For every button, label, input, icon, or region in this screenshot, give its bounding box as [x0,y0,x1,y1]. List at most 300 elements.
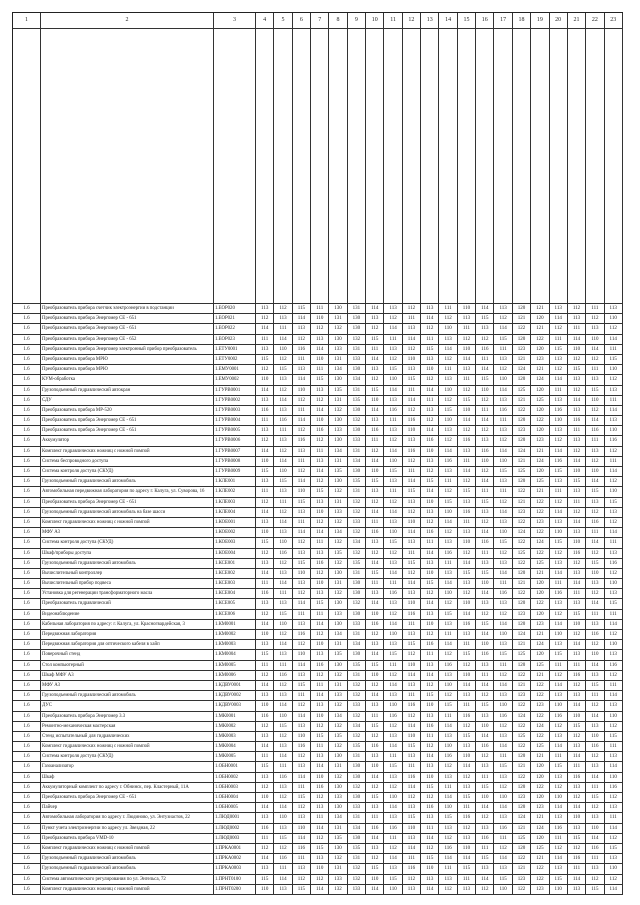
row-value-cell: 113 [439,620,457,630]
row-value-cell: 111 [476,844,494,854]
row-value-cell: 113 [274,650,292,660]
row-value-cell: 131 [329,864,347,874]
row-value-cell: 122 [513,589,531,599]
row-value-cell: 110 [494,528,512,538]
row-code-cell: 1.КСЕ002 [214,569,256,579]
row-value-cell: 110 [421,498,439,508]
row-value-cell: 113 [550,732,568,742]
row-value-cell: 114 [586,345,604,355]
row-value-cell: 112 [586,589,604,599]
row-value-cell: 122 [531,498,549,508]
row-value-cell: 110 [458,671,476,681]
row-value-cell: 111 [586,528,604,538]
row-value-cell: 111 [384,834,402,844]
row-value-cell: 116 [605,436,623,446]
row-value-cell: 116 [476,538,494,548]
row-value-cell: 113 [274,487,292,497]
row-value-cell: 116 [403,447,421,457]
row-value-cell: 113 [476,436,494,446]
row-value-cell: 112 [274,386,292,396]
row-value-cell: 111 [458,518,476,528]
row-value-cell: 112 [605,630,623,640]
row-value-cell: 115 [403,559,421,569]
row-value-cell: 116 [476,345,494,355]
row-value-cell: 114 [494,681,512,691]
row-value-cell: 111 [586,365,604,375]
row-value-cell: 111 [550,661,568,671]
row-value-cell: 112 [311,324,329,334]
row-code-cell: 1.ГУРВ0004 [214,416,256,426]
row-value-cell: 110 [421,365,439,375]
row-value-cell: 122 [531,681,549,691]
row-name-cell: Шкаф/приборы доступа [41,549,214,559]
row-value-cell: 111 [568,589,586,599]
row-value-cell: 124 [531,722,549,732]
row-section-cell: 1.6 [13,304,41,314]
row-value-cell: 113 [568,783,586,793]
row-value-cell: 113 [586,620,604,630]
row-value-cell: 111 [550,752,568,762]
row-value-cell: 115 [384,762,402,772]
row-value-cell: 116 [293,436,311,446]
row-code-cell: 1.ЛЮД0001 [214,813,256,823]
row-value-cell: 111 [311,365,329,375]
row-value-cell: 113 [568,406,586,416]
row-value-cell: 114 [494,447,512,457]
row-value-cell: 110 [366,875,384,885]
row-value-cell: 113 [550,559,568,569]
row-value-cell: 115 [494,538,512,548]
row-value-cell: 134 [329,447,347,457]
row-value-cell: 116 [476,834,494,844]
row-value-cell: 125 [513,549,531,559]
row-value-cell: 131 [348,487,366,497]
row-value-cell: 111 [550,834,568,844]
row-value-cell: 110 [439,589,457,599]
row-code-cell: 1.КОЕ003 [214,538,256,548]
row-value-cell: 113 [384,345,402,355]
row-value-cell: 122 [513,742,531,752]
row-value-cell: 115 [605,498,623,508]
row-value-cell: 113 [274,569,292,579]
row-value-cell: 111 [274,661,292,671]
row-value-cell: 110 [421,620,439,630]
row-value-cell: 110 [550,528,568,538]
row-name-cell: Передвижная лаборатория для оптического кабеля в хайп [41,640,214,650]
row-value-cell: 113 [476,762,494,772]
row-value-cell: 134 [329,712,347,722]
row-value-cell: 120 [513,436,531,446]
row-value-cell: 130 [348,589,366,599]
row-value-cell: 113 [293,508,311,518]
row-value-cell: 113 [421,661,439,671]
row-value-cell: 130 [348,406,366,416]
row-value-cell: 114 [274,518,292,528]
row-value-cell: 114 [550,569,568,579]
row-section-cell: 1.6 [13,549,41,559]
row-value-cell: 113 [293,671,311,681]
row-value-cell: 132 [329,518,347,528]
row-value-cell: 111 [256,335,274,345]
row-value-cell: 110 [568,467,586,477]
row-value-cell: 114 [366,457,384,467]
row-section-cell: 1.6 [13,773,41,783]
row-value-cell: 115 [311,487,329,497]
header-title-cell-9 [348,29,366,304]
row-value-cell: 112 [421,518,439,528]
row-value-cell: 114 [293,661,311,671]
row-value-cell: 135 [348,661,366,671]
row-value-cell: 123 [513,610,531,620]
row-value-cell: 113 [274,824,292,834]
row-section-cell: 1.6 [13,487,41,497]
row-value-cell: 113 [568,314,586,324]
row-value-cell: 111 [586,610,604,620]
row-value-cell: 114 [421,487,439,497]
row-value-cell: 110 [403,426,421,436]
row-section-cell: 1.6 [13,640,41,650]
row-section-cell: 1.6 [13,752,41,762]
row-value-cell: 112 [403,304,421,314]
row-value-cell: 116 [494,712,512,722]
row-value-cell: 114 [293,477,311,487]
row-value-cell: 113 [439,824,457,834]
row-value-cell: 114 [586,538,604,548]
row-value-cell: 124 [513,813,531,823]
row-value-cell: 115 [476,701,494,711]
row-name-cell: Система автоматического регулирования по ул. Энгельса, 72 [41,875,214,885]
row-value-cell: 112 [458,426,476,436]
row-value-cell: 112 [256,671,274,681]
row-value-cell: 112 [256,783,274,793]
row-value-cell: 121 [513,457,531,467]
row-value-cell: 115 [311,375,329,385]
row-value-cell: 116 [586,844,604,854]
row-value-cell: 124 [513,447,531,457]
row-value-cell: 115 [586,386,604,396]
row-value-cell: 113 [403,365,421,375]
column-number-6: 6 [293,13,311,29]
row-value-cell: 113 [274,406,292,416]
row-value-cell: 114 [439,722,457,732]
row-value-cell: 120 [513,569,531,579]
row-value-cell: 132 [348,335,366,345]
row-value-cell: 111 [439,630,457,640]
row-value-cell: 112 [605,834,623,844]
row-value-cell: 125 [513,386,531,396]
row-value-cell: 115 [605,732,623,742]
row-value-cell: 121 [513,640,531,650]
row-value-cell: 110 [403,599,421,609]
row-value-cell: 115 [311,599,329,609]
row-value-cell: 113 [274,599,292,609]
row-value-cell: 113 [568,650,586,660]
column-number-13: 13 [421,13,439,29]
row-value-cell: 122 [531,712,549,722]
row-value-cell: 121 [531,304,549,314]
row-value-cell: 111 [605,538,623,548]
row-value-cell: 111 [439,559,457,569]
row-value-cell: 114 [311,467,329,477]
row-value-cell: 124 [513,365,531,375]
row-name-cell: Комплект гидравлических ножниц с ножной помпой [41,518,214,528]
row-value-cell: 132 [329,773,347,783]
row-value-cell: 112 [605,722,623,732]
row-value-cell: 113 [274,436,292,446]
row-value-cell: 114 [476,681,494,691]
row-value-cell: 115 [403,487,421,497]
row-value-cell: 112 [421,630,439,640]
row-name-cell: МФУ А3 [41,528,214,538]
column-number-17: 17 [494,13,512,29]
row-value-cell: 131 [348,854,366,864]
row-value-cell: 112 [439,396,457,406]
row-value-cell: 114 [293,712,311,722]
row-value-cell: 116 [494,406,512,416]
row-value-cell: 115 [384,365,402,375]
row-value-cell: 114 [476,365,494,375]
row-value-cell: 115 [458,487,476,497]
row-value-cell: 113 [256,599,274,609]
row-value-cell: 113 [458,447,476,457]
row-value-cell: 123 [531,885,549,895]
row-name-cell: Грузоподъемный гидравлический автомобиль [41,477,214,487]
row-value-cell: 112 [293,752,311,762]
row-value-cell: 114 [494,508,512,518]
row-section-cell: 1.6 [13,589,41,599]
row-value-cell: 112 [439,599,457,609]
row-value-cell: 122 [531,528,549,538]
row-value-cell: 112 [384,498,402,508]
row-value-cell: 116 [366,742,384,752]
row-value-cell: 113 [311,549,329,559]
row-value-cell: 115 [403,813,421,823]
row-value-cell: 112 [366,447,384,457]
row-value-cell: 112 [293,875,311,885]
column-number-16: 16 [476,13,494,29]
row-value-cell: 110 [274,712,292,722]
row-value-cell: 132 [329,722,347,732]
row-value-cell: 111 [550,487,568,497]
row-value-cell: 113 [366,844,384,854]
row-value-cell: 114 [384,508,402,518]
row-name-cell: Аккумуляторный комплект по адресу г. Обнинск, пер. Кластерный, 11А [41,783,214,793]
row-value-cell: 131 [329,355,347,365]
row-value-cell: 115 [494,467,512,477]
row-value-cell: 112 [274,844,292,854]
row-value-cell: 112 [366,498,384,508]
row-value-cell: 122 [531,732,549,742]
row-value-cell: 111 [476,406,494,416]
row-code-cell: 1.КОЕ001 [214,518,256,528]
row-value-cell: 113 [476,508,494,518]
row-value-cell: 114 [403,579,421,589]
row-value-cell: 112 [494,365,512,375]
row-value-cell: 114 [256,569,274,579]
column-number-7: 7 [311,13,329,29]
row-value-cell: 113 [494,813,512,823]
row-value-cell: 135 [329,834,347,844]
row-value-cell: 115 [586,681,604,691]
row-value-cell: 113 [586,447,604,457]
row-value-cell: 112 [586,701,604,711]
row-value-cell: 120 [531,793,549,803]
row-value-cell: 110 [256,457,274,467]
row-section-cell: 1.6 [13,355,41,365]
row-code-cell: 1.КСЕ003 [214,579,256,589]
row-code-cell: 1.ЛЮД0002 [214,824,256,834]
row-value-cell: 113 [568,487,586,497]
row-value-cell: 112 [311,722,329,732]
row-name-cell: Преобразователь гидравлический [41,599,214,609]
row-value-cell: 130 [329,477,347,487]
row-name-cell: Преобразователь прибора VMD-10 [41,834,214,844]
row-value-cell: 112 [439,355,457,365]
row-value-cell: 134 [329,630,347,640]
row-value-cell: 113 [568,599,586,609]
row-value-cell: 133 [329,793,347,803]
row-value-cell: 121 [531,630,549,640]
row-value-cell: 110 [311,712,329,722]
row-value-cell: 111 [274,426,292,436]
row-value-cell: 131 [329,681,347,691]
row-value-cell: 121 [513,762,531,772]
row-value-cell: 120 [531,589,549,599]
row-value-cell: 112 [421,467,439,477]
row-value-cell: 114 [293,834,311,844]
row-value-cell: 112 [421,793,439,803]
row-value-cell: 120 [531,345,549,355]
row-value-cell: 113 [550,864,568,874]
row-value-cell: 111 [384,335,402,345]
row-code-cell: 1.КЛЕ003 [214,498,256,508]
row-value-cell: 113 [421,508,439,518]
row-name-cell: Стенд испытательный для гидравлических [41,732,214,742]
row-section-cell: 1.6 [13,783,41,793]
row-value-cell: 115 [256,875,274,885]
header-title-cell-6 [293,29,311,304]
row-value-cell: 114 [550,742,568,752]
row-value-cell: 113 [293,762,311,772]
row-value-cell: 115 [476,498,494,508]
row-value-cell: 112 [366,681,384,691]
row-value-cell: 113 [384,599,402,609]
row-value-cell: 113 [256,773,274,783]
row-code-cell: 1.ГУРВ0006 [214,436,256,446]
row-value-cell: 114 [476,477,494,487]
header-title-cell-4 [256,29,274,304]
row-value-cell: 120 [513,304,531,314]
row-value-cell: 116 [293,345,311,355]
row-value-cell: 113 [458,579,476,589]
row-value-cell: 130 [329,569,347,579]
row-value-cell: 115 [439,701,457,711]
row-value-cell: 112 [458,773,476,783]
row-value-cell: 115 [256,355,274,365]
row-value-cell: 113 [384,813,402,823]
row-value-cell: 132 [329,589,347,599]
row-value-cell: 116 [458,436,476,446]
row-value-cell: 112 [293,701,311,711]
row-value-cell: 130 [329,620,347,630]
row-value-cell: 110 [439,416,457,426]
row-section-cell: 1.6 [13,875,41,885]
row-value-cell: 121 [513,396,531,406]
row-value-cell: 113 [311,498,329,508]
row-value-cell: 116 [550,406,568,416]
row-value-cell: 113 [256,813,274,823]
row-value-cell: 114 [439,447,457,457]
row-value-cell: 120 [531,762,549,772]
row-value-cell: 113 [550,813,568,823]
row-value-cell: 112 [274,793,292,803]
row-value-cell: 112 [586,875,604,885]
row-section-cell: 1.6 [13,436,41,446]
row-value-cell: 112 [586,457,604,467]
row-value-cell: 111 [458,701,476,711]
row-value-cell: 111 [586,304,604,314]
row-value-cell: 114 [366,773,384,783]
row-value-cell: 116 [476,650,494,660]
row-value-cell: 113 [494,732,512,742]
row-value-cell: 114 [605,885,623,895]
row-value-cell: 134 [348,375,366,385]
row-value-cell: 115 [458,396,476,406]
row-value-cell: 113 [366,752,384,762]
header-title-cell-21 [568,29,586,304]
row-value-cell: 114 [366,885,384,895]
row-code-cell: 1.ЕОР021 [214,314,256,324]
row-value-cell: 114 [366,599,384,609]
row-value-cell: 132 [329,406,347,416]
row-value-cell: 113 [605,508,623,518]
row-value-cell: 133 [329,610,347,620]
row-name-cell: МФУ А3 [41,681,214,691]
row-value-cell: 115 [274,834,292,844]
row-value-cell: 110 [605,773,623,783]
row-value-cell: 110 [605,487,623,497]
row-value-cell: 114 [494,620,512,630]
row-code-cell: 1.ГУРВ0005 [214,426,256,436]
row-value-cell: 110 [293,732,311,742]
row-value-cell: 121 [513,355,531,365]
row-value-cell: 114 [439,345,457,355]
row-value-cell: 112 [366,854,384,864]
row-value-cell: 113 [311,803,329,813]
row-value-cell: 116 [605,661,623,671]
header-title-cell-5 [274,29,292,304]
row-value-cell: 122 [531,875,549,885]
row-value-cell: 115 [550,538,568,548]
row-value-cell: 135 [329,386,347,396]
row-value-cell: 112 [384,549,402,559]
row-value-cell: 131 [329,457,347,467]
row-value-cell: 112 [568,681,586,691]
row-value-cell: 116 [293,742,311,752]
row-value-cell: 112 [550,324,568,334]
row-value-cell: 114 [274,875,292,885]
row-value-cell: 120 [531,426,549,436]
row-value-cell: 112 [605,793,623,803]
row-value-cell: 116 [568,549,586,559]
row-code-cell: 1.КМ0003 [214,640,256,650]
row-value-cell: 113 [458,783,476,793]
row-value-cell: 112 [476,426,494,436]
row-code-cell: 1.ПРНТ0100 [214,875,256,885]
row-value-cell: 110 [550,701,568,711]
row-value-cell: 125 [513,732,531,742]
row-value-cell: 131 [348,630,366,640]
